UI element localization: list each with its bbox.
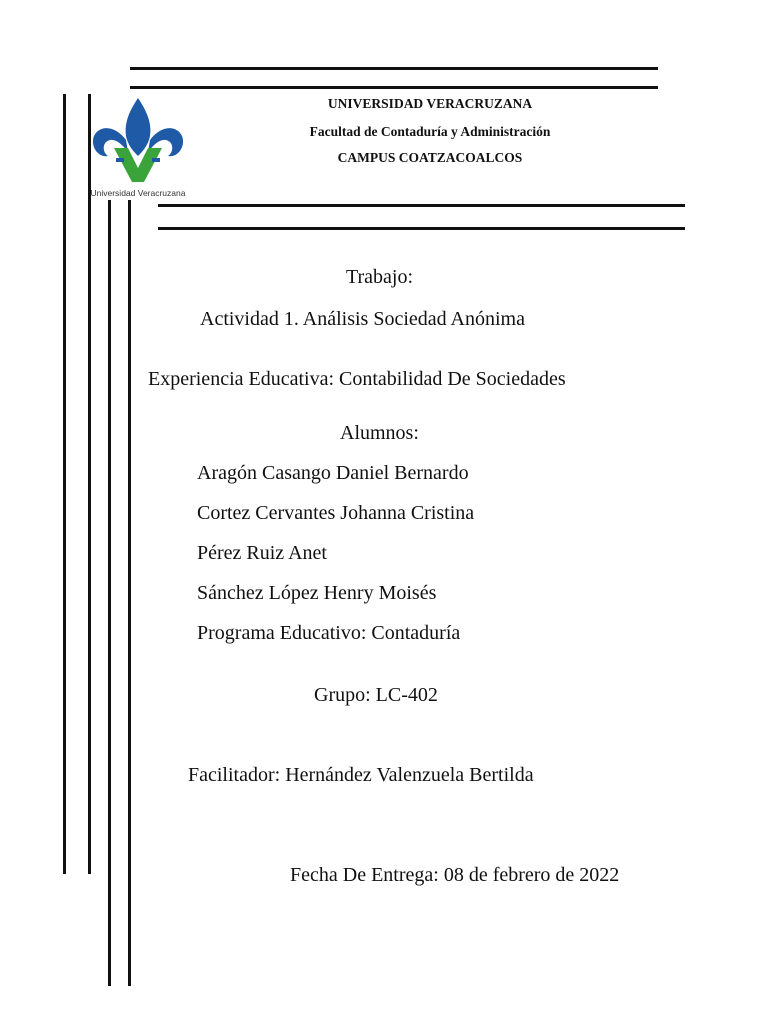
student-name: Aragón Casango Daniel Bernardo [197,462,469,484]
group-label: Grupo: LC-402 [314,684,438,706]
top-rule-1 [130,67,658,70]
top-rule-2 [130,86,658,89]
facilitator-name: Facilitador: Hernández Valenzuela Bertilda [188,764,534,786]
middle-rule-2 [158,227,685,230]
student-name: Pérez Ruiz Anet [197,542,327,564]
vertical-rule-1 [63,94,66,874]
faculty-name: Facultad de Contaduría y Administración [309,124,551,139]
due-date: Fecha De Entrega: 08 de febrero de 2022 [290,864,620,886]
university-logo [80,96,196,204]
work-label: Trabajo: [346,266,414,288]
fleur-de-lis-logo-icon [80,96,196,186]
student-name: Cortez Cervantes Johanna Cristina [197,502,475,524]
university-name: UNIVERSIDAD VERACRUZANA [327,96,533,111]
program-name: Programa Educativo: Contaduría [197,622,461,644]
course-name: Experiencia Educativa: Contabilidad De Sociedades [148,368,566,390]
vertical-rule-4 [128,200,131,986]
campus-name: CAMPUS COATZACOALCOS [337,150,523,165]
middle-rule-1 [158,204,685,207]
logo-caption: Universidad Veracruzana [90,188,186,198]
work-title: Actividad 1. Análisis Sociedad Anónima [200,308,525,330]
vertical-rule-2 [88,94,91,874]
vertical-rule-3 [108,200,111,986]
students-label: Alumnos: [340,422,419,444]
student-name: Sánchez López Henry Moisés [197,582,437,604]
